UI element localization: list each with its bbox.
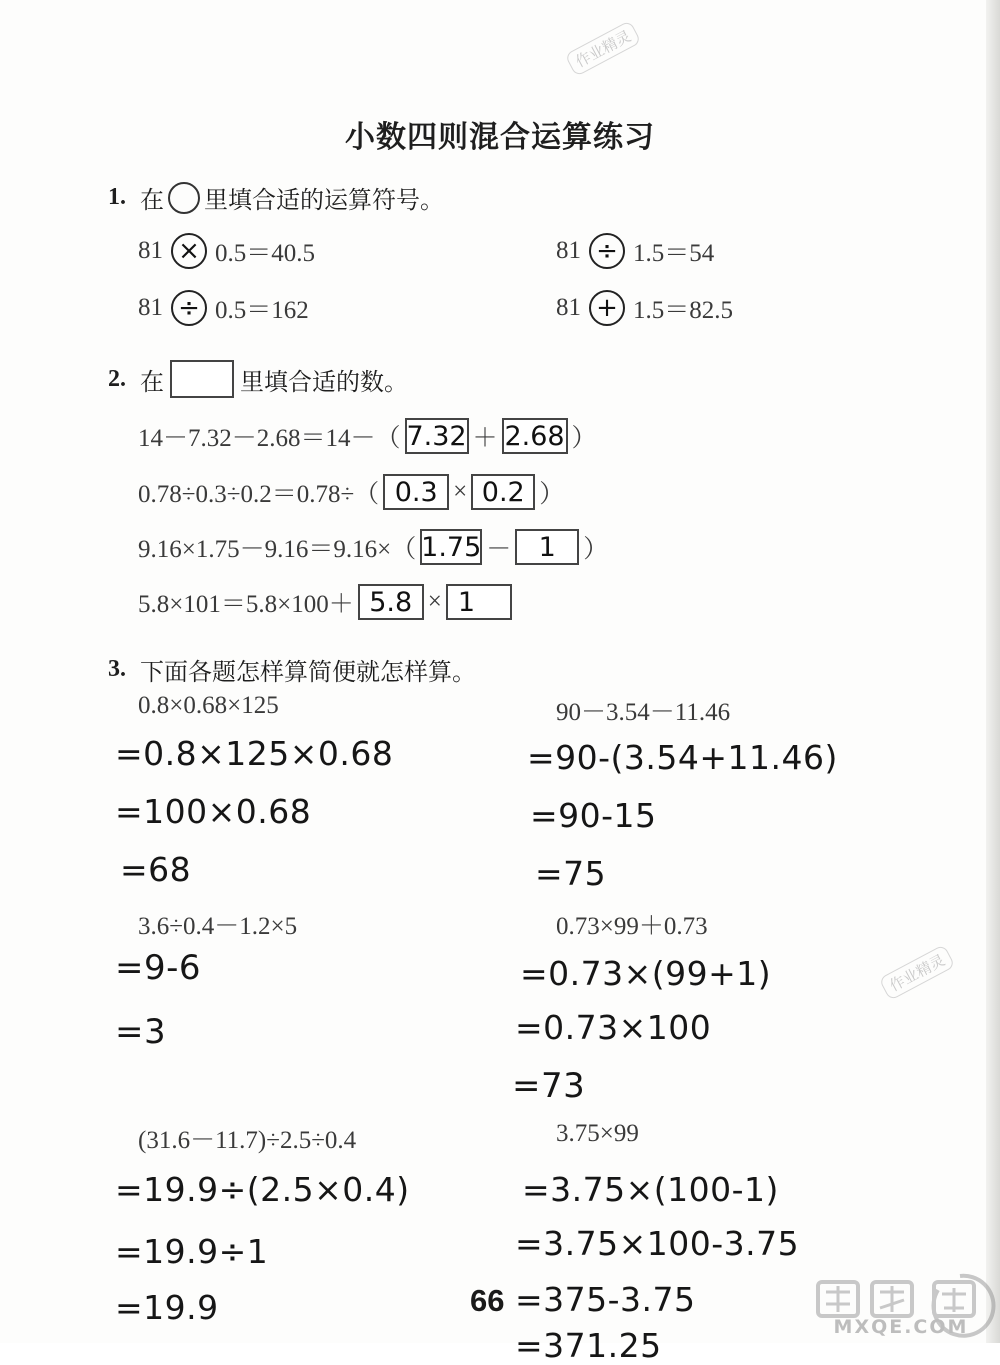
operand-result: 0.5＝40.5 (215, 240, 316, 267)
prompt-text: 里填合适的运算符号。 (204, 186, 444, 214)
expression: ） (583, 536, 609, 563)
question-2-prompt (108, 360, 408, 398)
answer-box: 1.75 (420, 529, 482, 565)
answer-box: 1 (515, 529, 579, 565)
answer-box: 7.32 (405, 418, 469, 454)
q1-row (138, 290, 309, 326)
handwritten-step: =75 (535, 854, 607, 893)
handwritten-step: =68 (120, 850, 192, 889)
problem-expression: (31.6－11.7)÷2.5÷0.4 (138, 1127, 357, 1154)
operand-result: 1.5＝82.5 (633, 297, 734, 324)
expression: ） (571, 425, 597, 452)
page-number: 66 (470, 1283, 505, 1318)
q2-row (138, 418, 597, 454)
handwritten-step: =3 (115, 1012, 167, 1052)
question-1-prompt (108, 180, 444, 215)
handwritten-step: =371.25 (515, 1326, 662, 1365)
watermark: 作业精灵 (878, 944, 955, 1001)
problem-expression: 3.75×99 (556, 1120, 639, 1147)
answer-box: 0.2 (471, 474, 535, 510)
operator: ＋ (472, 425, 498, 452)
q2-row (138, 584, 516, 620)
blank-circle-sample (168, 182, 200, 214)
problem-expression: 0.73×99＋0.73 (556, 913, 708, 940)
answer-box: 1 (446, 584, 512, 620)
q1-row (556, 290, 733, 326)
handwritten-step: =19.9 (115, 1288, 219, 1327)
question-3-prompt (108, 652, 476, 687)
expression: 9.16×1.75－9.16＝9.16×（ (138, 536, 417, 563)
expression: 5.8×101＝5.8×100＋ (138, 591, 354, 618)
handwritten-step: =3.75×100-3.75 (515, 1224, 800, 1263)
blank-box-sample (170, 360, 234, 398)
handwritten-step: =375-3.75 (515, 1280, 696, 1319)
operator: × (427, 588, 442, 615)
handwritten-step: =100×0.68 (115, 792, 312, 831)
q1-row (138, 233, 315, 269)
answer-box: 2.68 (502, 418, 568, 454)
operand-result: 0.5＝162 (215, 297, 309, 324)
operator-circle-answer: ÷ (171, 290, 207, 326)
operator-circle-answer: × (171, 233, 207, 269)
problem-expression: 3.6÷0.4－1.2×5 (138, 913, 298, 940)
operator: × (453, 478, 468, 505)
prompt-text: 里填合适的数。 (240, 367, 408, 396)
problem-expression: 90－3.54－11.46 (556, 699, 731, 726)
operand: 81 (138, 294, 163, 321)
handwritten-step: =9-6 (115, 948, 202, 988)
operand-result: 1.5＝54 (633, 240, 715, 267)
expression: ） (539, 481, 565, 508)
handwritten-step: =0.73×(99+1) (520, 954, 772, 993)
q1-row (556, 233, 714, 269)
q2-row (138, 474, 564, 510)
answer-box: 0.3 (383, 474, 449, 510)
handwritten-step: =90-(3.54+11.46) (527, 738, 838, 777)
answer-box: 5.8 (358, 584, 424, 620)
operand: 81 (138, 237, 163, 264)
q2-row (138, 529, 608, 565)
watermark: 作业精灵 (564, 20, 641, 77)
handwritten-step: =0.73×100 (515, 1008, 712, 1047)
prompt-text: 在 (140, 186, 164, 214)
handwritten-step: =3.75×(100-1) (522, 1170, 779, 1209)
worksheet-title: 小数四则混合运算练习 (345, 120, 655, 155)
question-number: 2. (108, 365, 126, 392)
question-number: 3. (108, 656, 126, 682)
handwritten-step: =19.9÷(2.5×0.4) (115, 1170, 410, 1209)
prompt-text: 下面各题怎样算简便就怎样算。 (140, 658, 476, 686)
operator-circle-answer: ÷ (589, 233, 625, 269)
expression: 0.78÷0.3÷0.2＝0.78÷（ (138, 481, 380, 508)
handwritten-step: =0.8×125×0.68 (115, 734, 394, 773)
page-edge-shadow (986, 0, 1000, 1343)
operator-circle-answer: + (589, 290, 625, 326)
handwritten-step: =19.9÷1 (115, 1232, 269, 1271)
operator: － (486, 536, 512, 563)
handwritten-step: =73 (512, 1066, 586, 1106)
prompt-text: 在 (140, 367, 164, 396)
handwritten-step: =90-15 (530, 796, 657, 835)
problem-expression: 0.8×0.68×125 (138, 692, 279, 719)
site-logo-url: MXQE.COM (833, 1316, 969, 1338)
expression: 14－7.32－2.68＝14－（ (138, 425, 401, 452)
operand: 81 (556, 237, 581, 264)
operand: 81 (556, 294, 581, 321)
question-number: 1. (108, 184, 126, 210)
